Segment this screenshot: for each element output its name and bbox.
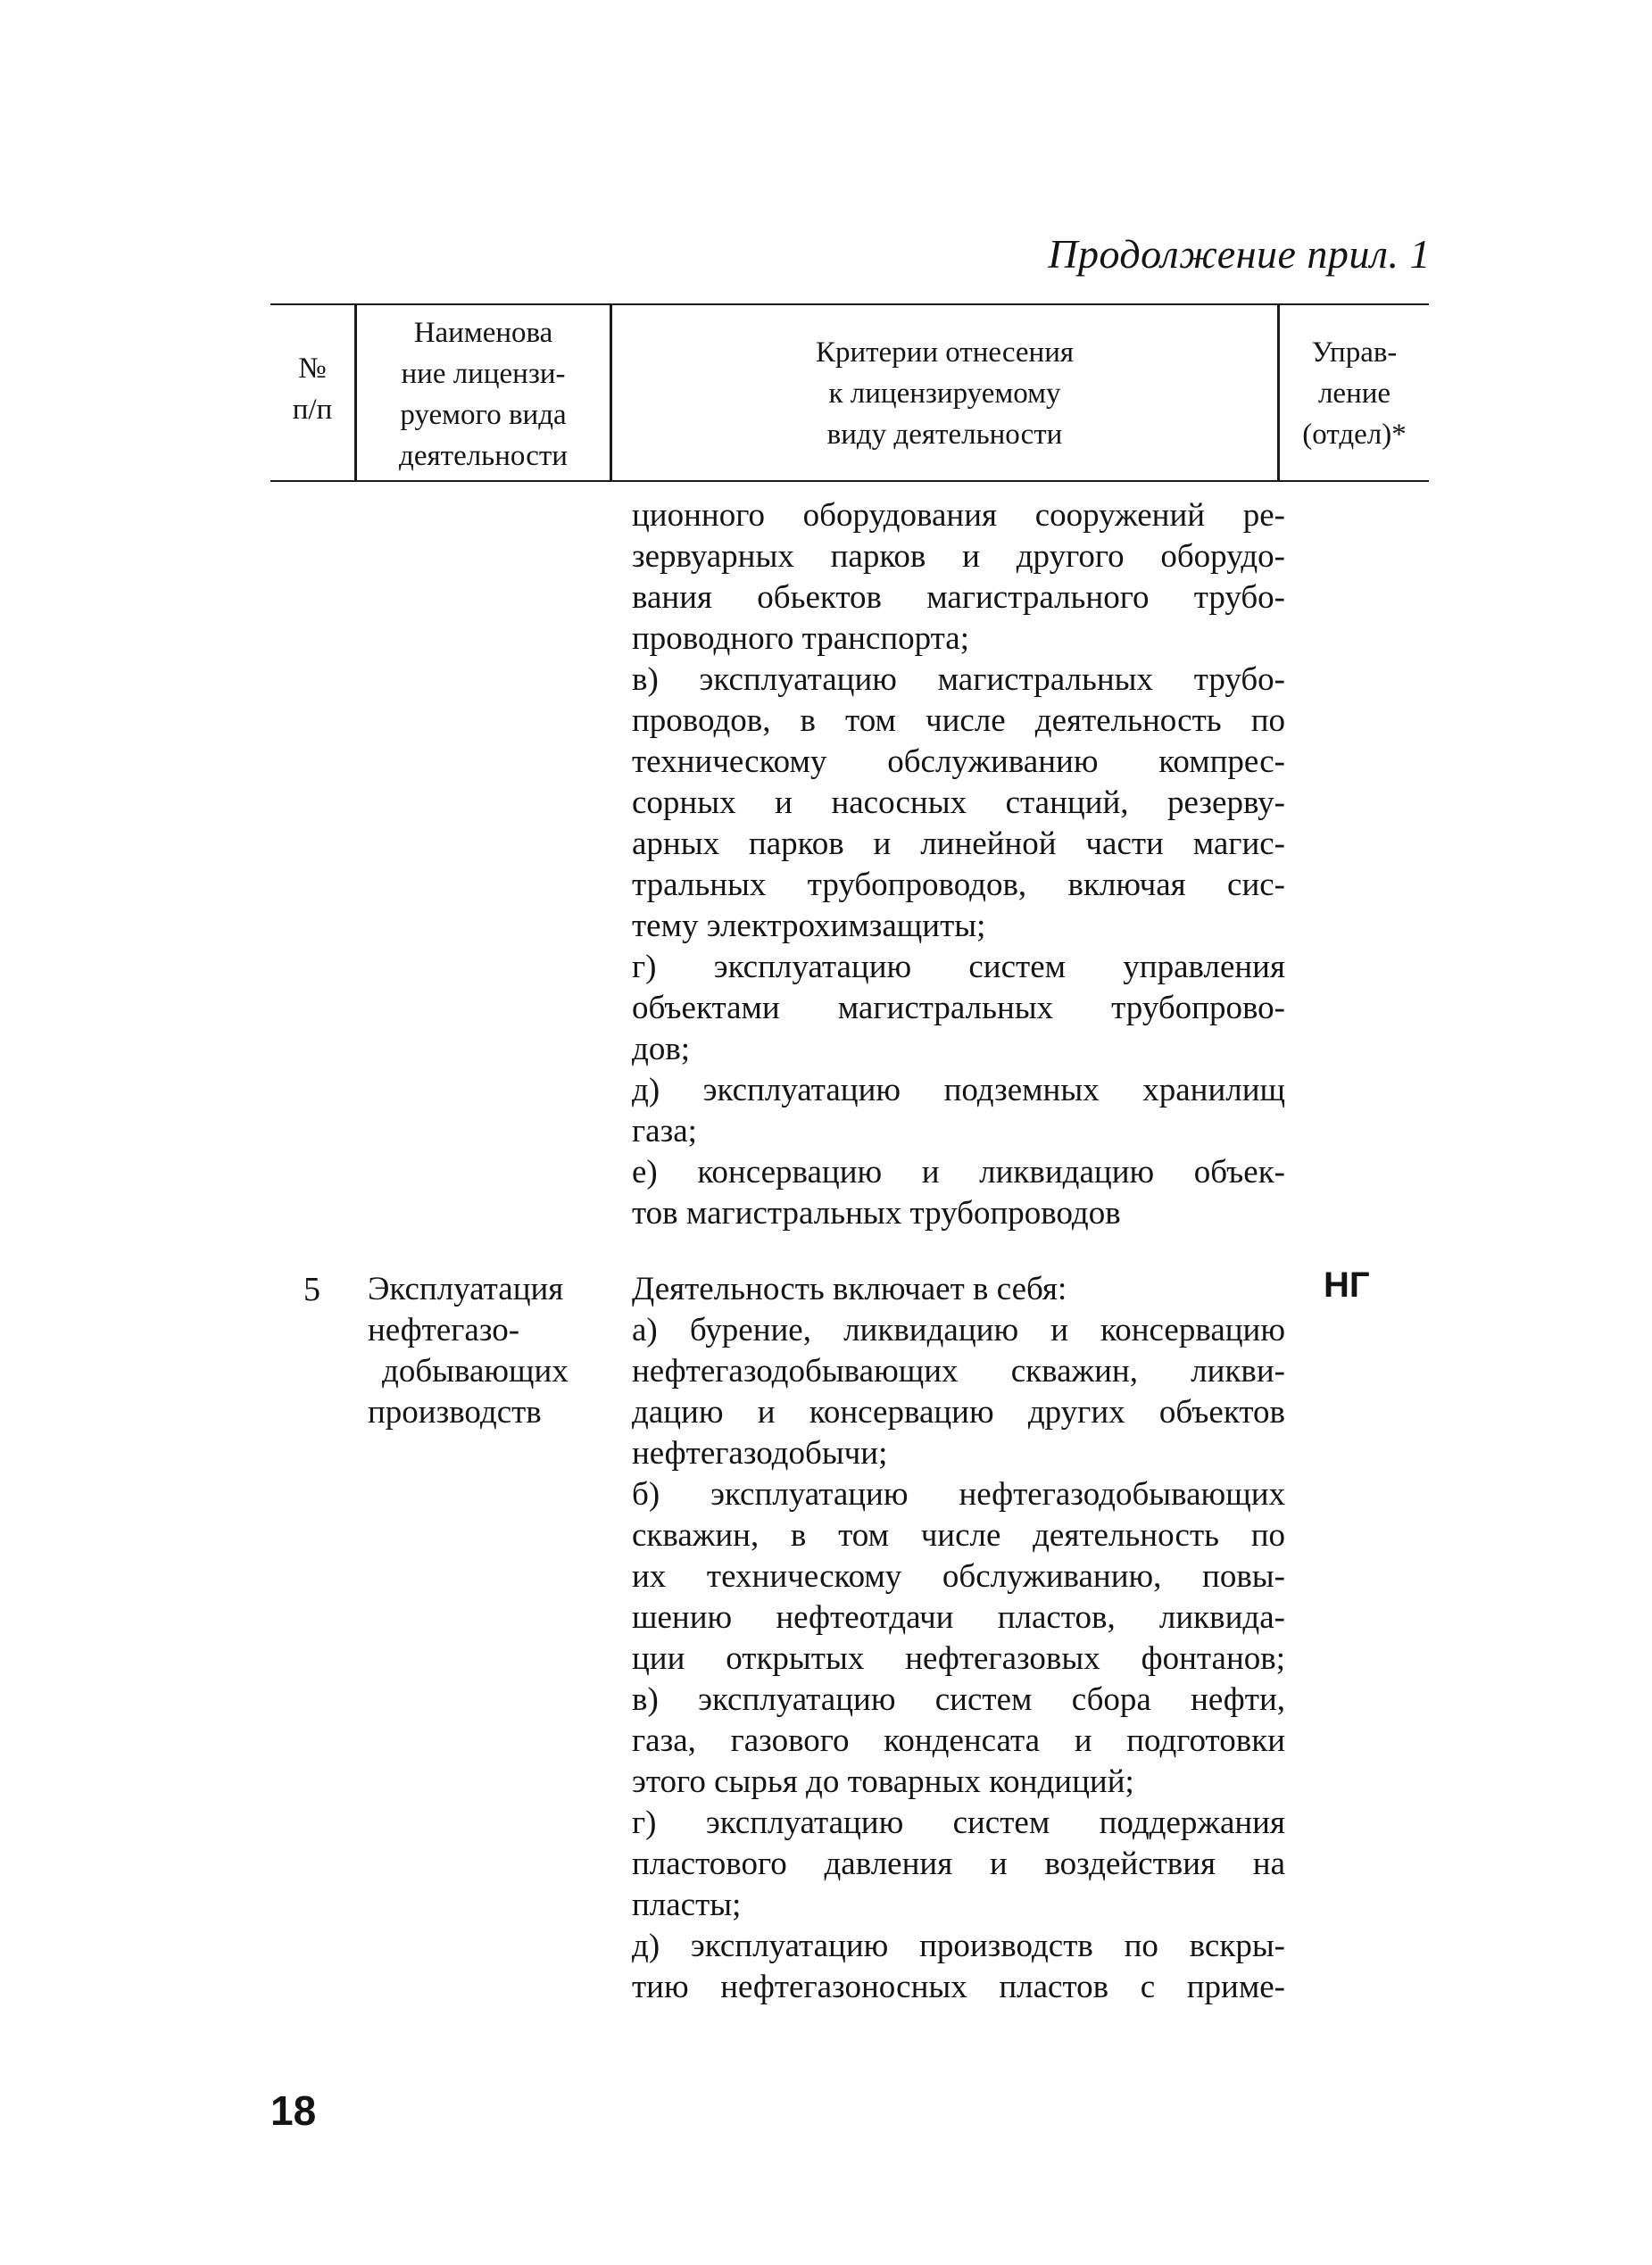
criteria-line: г) эксплуатацию систем управления [632,949,1285,985]
criteria-line: техническому обслуживанию компрес- [632,743,1285,780]
header-name-line: ние лицензи- [401,358,566,390]
criteria-line: ционного оборудования сооружений ре- [632,497,1285,534]
header-name [357,312,610,477]
activity-name-line: нефтегазо- [368,1312,520,1348]
criteria-line: зервуарных парков и другого оборудо- [632,538,1285,575]
criteria-line: сорных и насосных станций, резерву- [632,784,1285,821]
criteria-line: арных парков и линейной части магис- [632,826,1285,862]
criteria-line: Деятельность включает в себя: [632,1271,1067,1307]
page-number: 18 [270,2087,317,2134]
criteria-line: г) эксплуатацию систем поддержания [632,1805,1285,1841]
criteria-line: нефтегазодобычи; [632,1435,888,1472]
criteria-line: в) эксплуатацию магистральных трубо- [632,661,1285,698]
criteria-line: ции открытых нефтегазовых фонтанов; [632,1640,1285,1677]
criteria-line: д) эксплуатацию подземных хранилищ [632,1072,1285,1108]
criteria-line: газа, газового конденсата и подготовки [632,1722,1285,1759]
criteria-line: их техническому обслуживанию, повы- [632,1558,1285,1595]
row-number: 5 [303,1271,320,1308]
header-department-line: ление [1317,378,1391,410]
criteria-line: этого сырья до товарных кондиций; [632,1763,1134,1800]
header-department [1280,332,1429,455]
header-criteria [612,332,1277,455]
activity-name-line: производств [368,1394,542,1431]
header-department-line: Управ- [1311,336,1398,369]
header-name-line: деятельности [399,440,568,472]
header-name-line: Наименова [413,317,553,349]
criteria-line: д) эксплуатацию производств по вскры- [632,1928,1285,1964]
criteria-line: вания обьектов магистрального трубо- [632,579,1285,616]
criteria-line: дацию и консервацию других объектов [632,1394,1285,1431]
criteria-line: проводов, в том числе деятельность по [632,702,1285,739]
criteria-line: объектами магистральных трубопрово- [632,990,1285,1026]
criteria-line: тральных трубопроводов, включая сис- [632,867,1285,903]
activity-name-line: добывающих [382,1353,569,1390]
criteria-line: в) эксплуатацию систем сбора нефти, [632,1681,1285,1718]
table-top-rule [270,303,1429,305]
row-department: НГ [1324,1265,1370,1305]
criteria-line: тему электрохимзащиты; [632,908,986,944]
header-number [270,348,354,430]
criteria-line: б) эксплуатацию нефтегазодобывающих [632,1476,1285,1513]
header-number-line: № [298,353,327,385]
criteria-line: а) бурение, ликвидацию и консервацию [632,1312,1285,1348]
header-name-line: руемого вида [400,399,567,431]
header-criteria-line: виду деятельности [826,419,1063,451]
continuation-label: Продолжение прил. 1 [1048,231,1431,277]
activity-name-line: Эксплуатация [368,1271,564,1307]
row-criteria [632,1269,1285,2008]
criteria-line: шению нефтеотдачи пластов, ликвида- [632,1599,1285,1636]
criteria-line: пласты; [632,1887,742,1923]
continued-criteria [632,495,1285,1234]
header-criteria-line: к лицензируемому [828,378,1061,410]
header-criteria-line: Критерии отнесения [815,336,1075,369]
header-department-line: (отдел)* [1302,419,1407,451]
criteria-line: дов; [632,1031,691,1067]
criteria-line: е) консервацию и ликвидацию объек- [632,1154,1285,1191]
criteria-line: тов магистральных трубопроводов [632,1195,1121,1232]
criteria-line: проводного транспорта; [632,620,969,657]
criteria-line: пластового давления и воздействия на [632,1846,1285,1882]
criteria-line: скважин, в том числе деятельность по [632,1517,1285,1554]
criteria-line: тию нефтегазоносных пластов с приме- [632,1969,1285,2005]
criteria-line: нефтегазодобывающих скважин, ликви- [632,1353,1285,1390]
table-header-bottom-rule [270,480,1429,482]
header-number-line: п/п [292,394,333,426]
row-activity-name [368,1269,569,1433]
criteria-line: газа; [632,1113,697,1149]
